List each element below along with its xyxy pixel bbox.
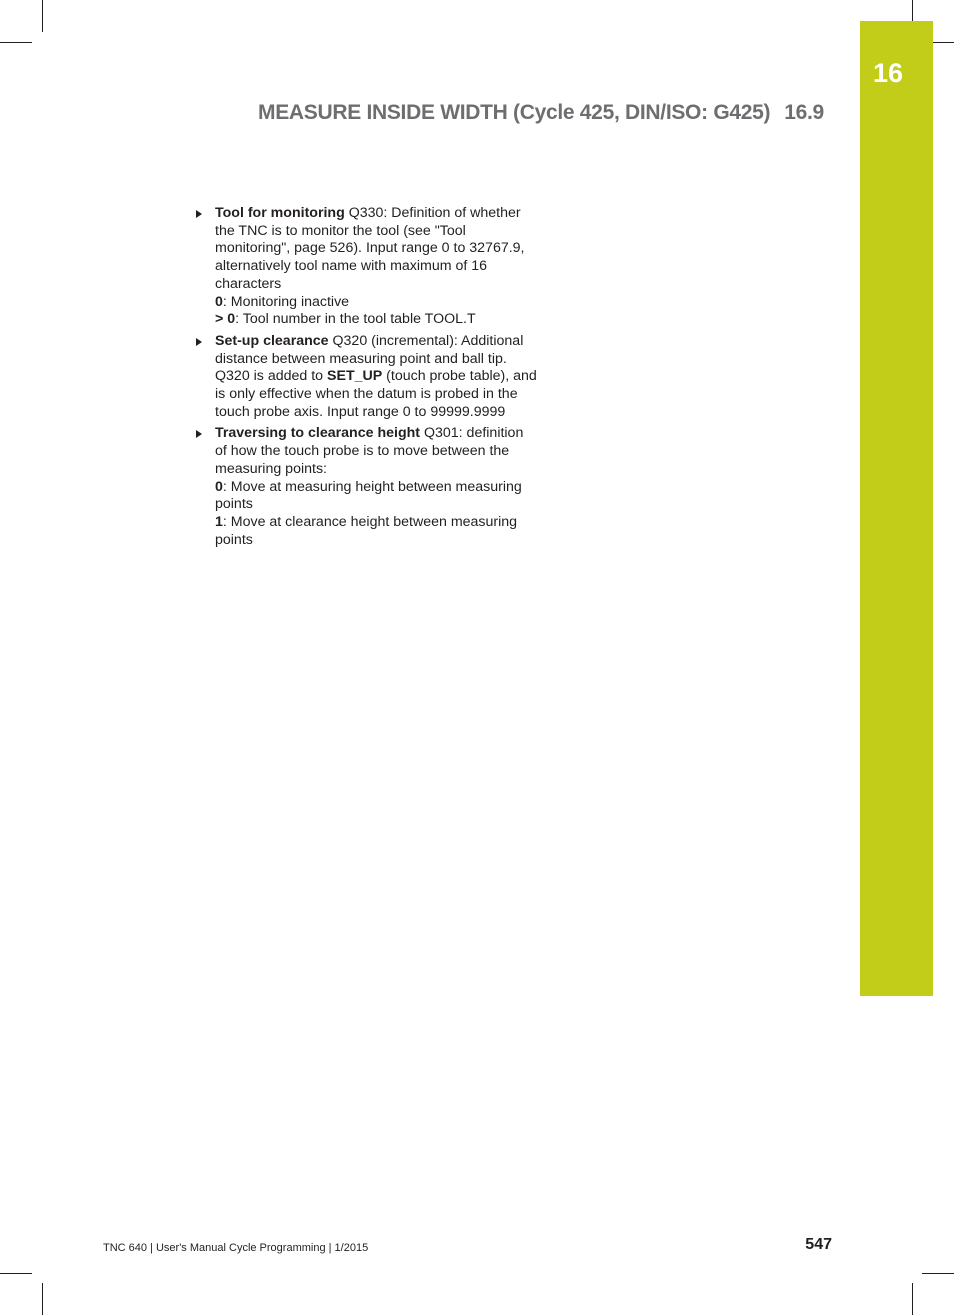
- item-line: monitoring", page 526). Input range 0 to 32767.9,: [215, 240, 525, 257]
- crop-mark: [912, 1283, 913, 1315]
- option-line: 1: Move at clearance height between measuring: [215, 513, 518, 530]
- parameter-term: Set-up clearance: [215, 332, 329, 349]
- item-line: Set-up clearance Q320 (incremental): Additional: [215, 332, 524, 349]
- list-item: [196, 333, 546, 422]
- item-line: distance between measuring point and ball tip.: [215, 350, 507, 367]
- footer-text: TNC 640 | User's Manual Cycle Programming | 1/2015: [103, 1242, 369, 1254]
- list-item: [196, 425, 546, 549]
- triangle-bullet-icon: [196, 430, 202, 438]
- item-line: Tool for monitoring Q330: Definition of whether: [215, 205, 521, 221]
- parameter-term: Traversing to clearance height: [215, 425, 421, 442]
- item-line: measuring points:: [215, 460, 327, 477]
- item-line: the TNC is to monitor the tool (see "Tool: [215, 222, 466, 239]
- item-line: Q320 is added to SET_UP (touch probe table), and: [215, 368, 537, 385]
- option-line: 0: Move at measuring height between measuring: [215, 478, 522, 495]
- triangle-bullet-icon: [196, 210, 202, 218]
- option-line: 0: Monitoring inactive: [215, 293, 350, 310]
- crop-mark: [922, 1273, 954, 1274]
- crop-mark: [42, 0, 43, 32]
- page-number: 547: [805, 1236, 832, 1253]
- section-number: 16.9: [784, 101, 824, 124]
- crop-mark: [0, 42, 32, 43]
- option-line: > 0: Tool number in the tool table TOOL.T: [215, 311, 476, 328]
- page-header: [258, 101, 832, 125]
- chapter-tab: [860, 21, 933, 996]
- item-line: alternatively tool name with maximum of 16: [215, 258, 488, 275]
- item-line: characters: [215, 275, 282, 292]
- chapter-number: 16: [872, 58, 904, 88]
- triangle-bullet-icon: [196, 338, 202, 346]
- option-line: points: [215, 531, 253, 548]
- list-item: [196, 205, 546, 329]
- item-line: touch probe axis. Input range 0 to 99999.9999: [215, 403, 506, 420]
- page-title: MEASURE INSIDE WIDTH (Cycle 425, DIN/ISO: G425): [258, 101, 771, 124]
- item-line: of how the touch probe is to move between the: [215, 443, 510, 460]
- crop-mark: [42, 1283, 43, 1315]
- parameter-list: [196, 205, 546, 553]
- option-line: points: [215, 496, 253, 513]
- item-line: is only effective when the datum is probed in the: [215, 386, 518, 403]
- crop-mark: [0, 1273, 32, 1274]
- item-line: Traversing to clearance height Q301: definition: [215, 425, 524, 442]
- parameter-term: Tool for monitoring: [215, 205, 345, 221]
